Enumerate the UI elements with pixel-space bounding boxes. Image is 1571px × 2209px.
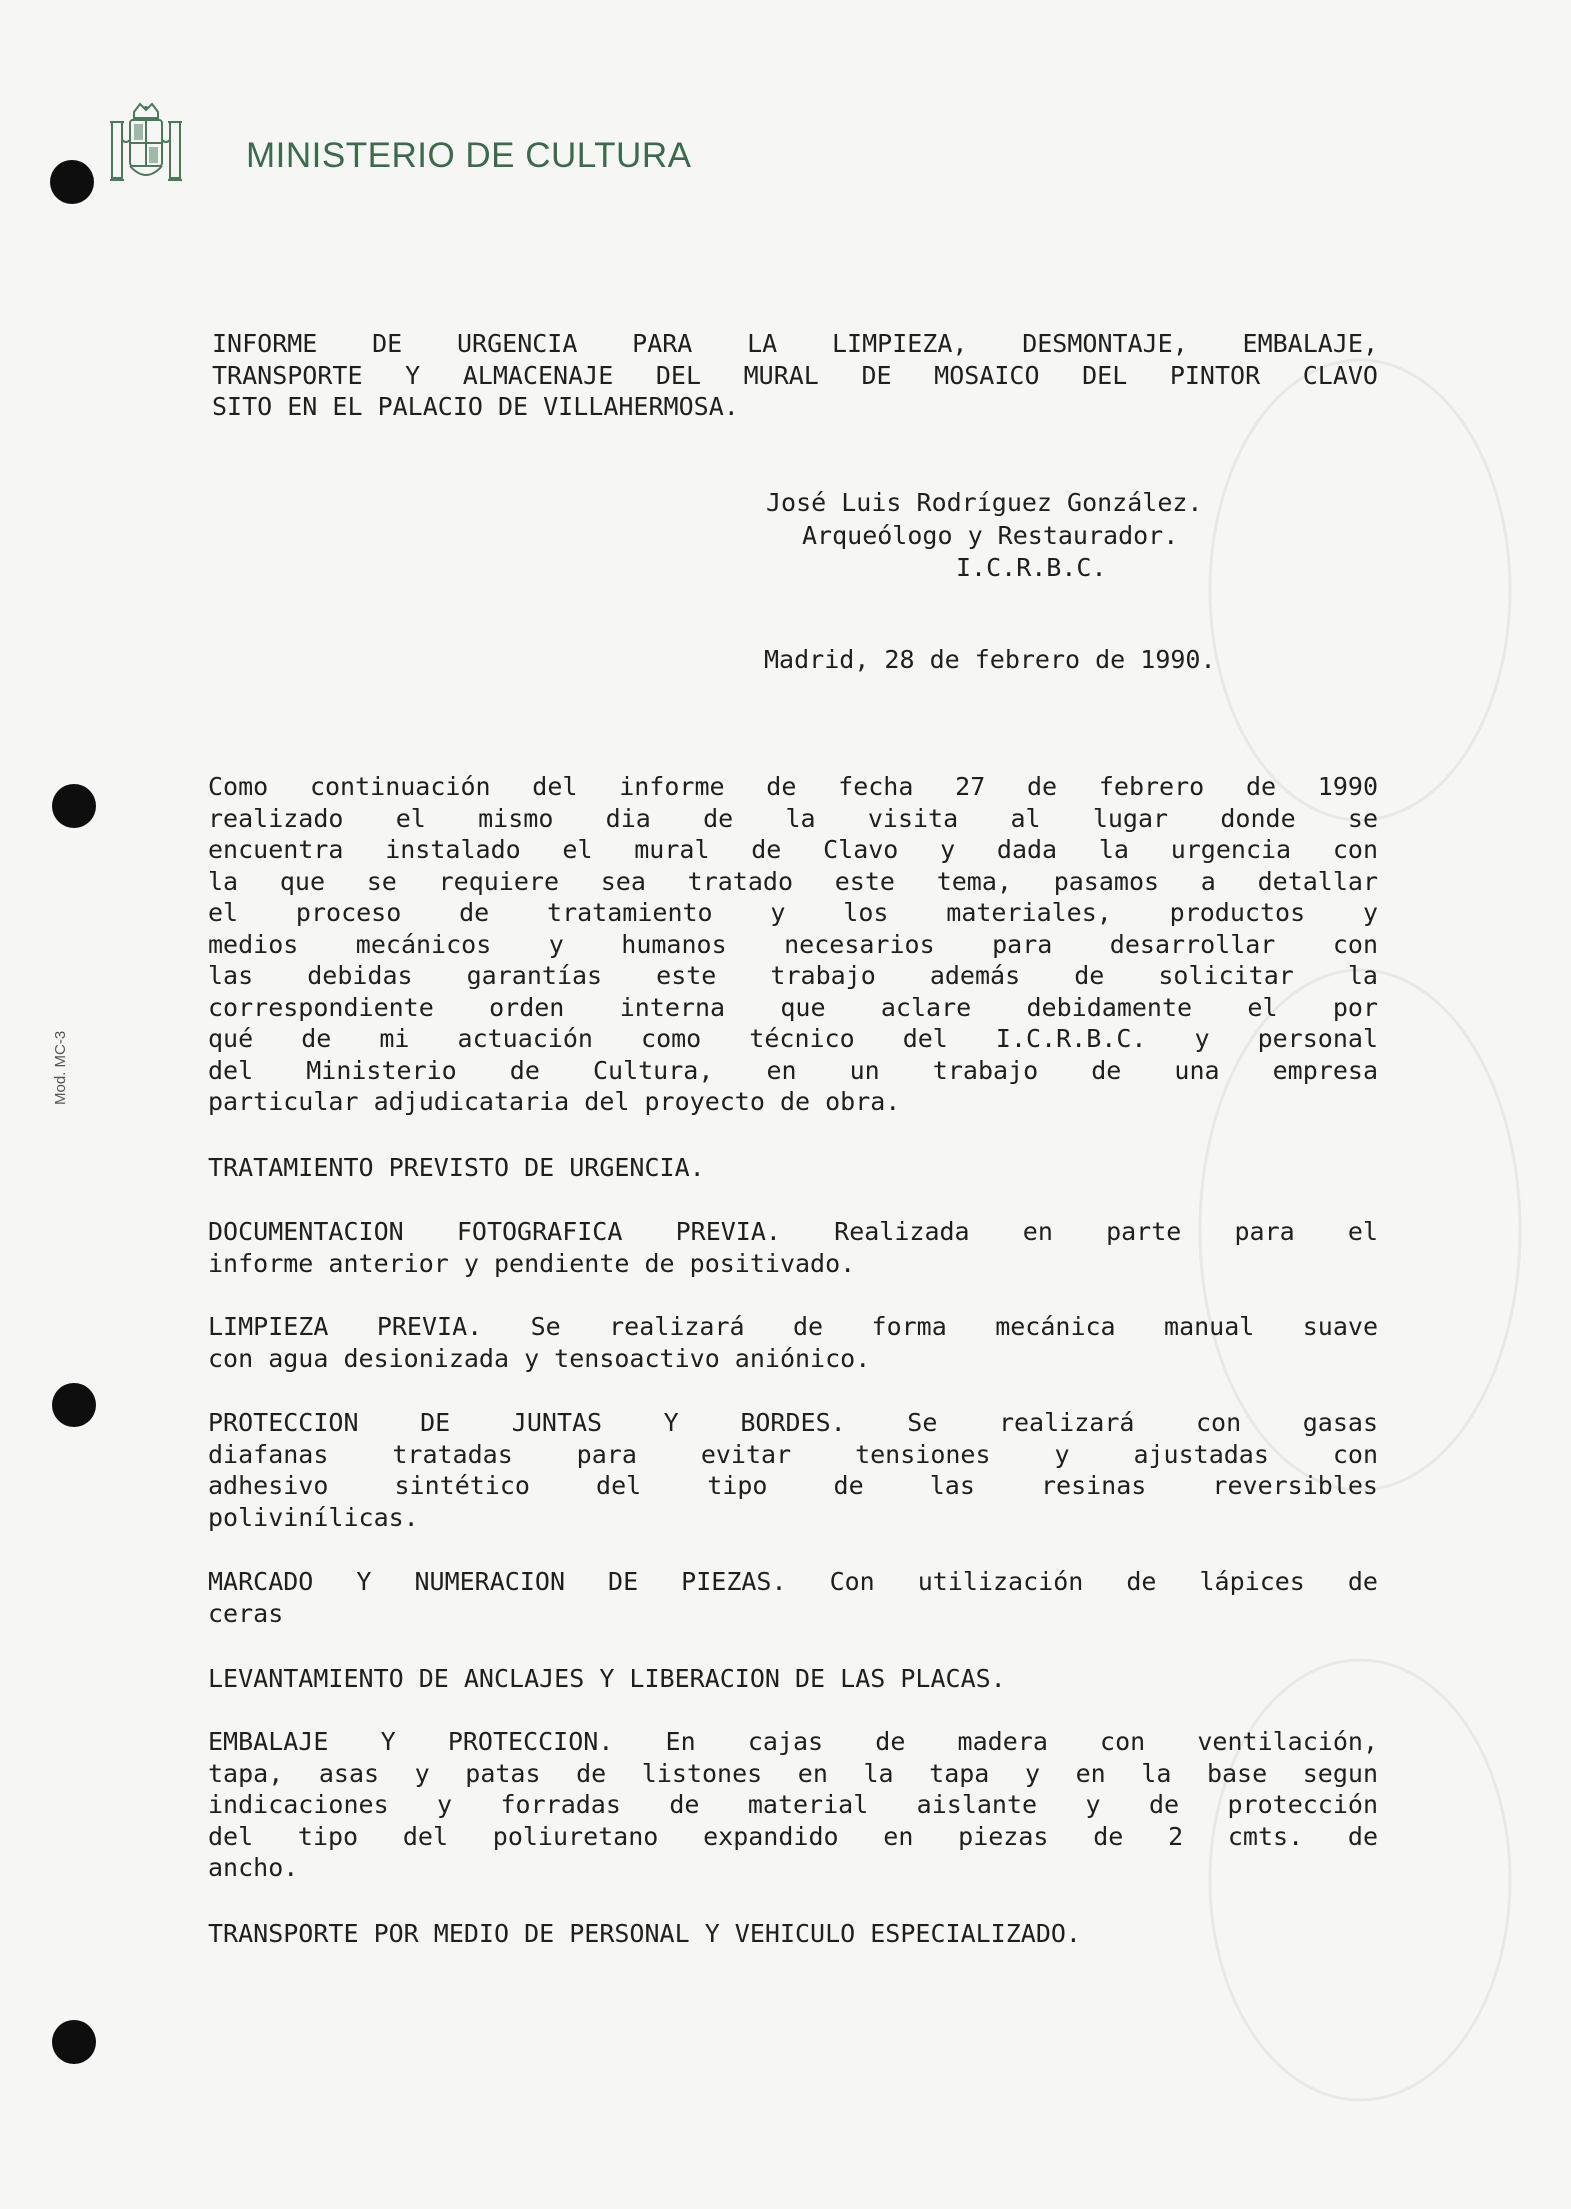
paragraph-line: ceras xyxy=(208,1598,284,1628)
document-date: Madrid, 28 de febrero de 1990. xyxy=(764,645,1216,674)
paragraph-line: el proceso de tratamiento y los materiales, productos y xyxy=(208,898,1378,927)
punch-hole xyxy=(52,2020,96,2064)
paragraph-line: PROTECCION DE JUNTAS Y BORDES. Se realizará con gasas xyxy=(208,1408,1378,1437)
paragraph-line: Como continuación del informe de fecha 27 de febrero de 1990 xyxy=(208,772,1378,801)
paragraph-line: correspondiente orden interna que aclare debidamente el por xyxy=(208,992,1378,1022)
paragraph-line: la que se requiere sea tratado este tema, pasamos a detallar xyxy=(208,866,1378,896)
punch-hole xyxy=(52,1383,96,1427)
treatment-heading: TRATAMIENTO PREVISTO DE URGENCIA. xyxy=(208,1153,705,1182)
paragraph-line: con agua desionizada y tensoactivo aniónico. xyxy=(208,1343,871,1373)
transport-heading: TRANSPORTE POR MEDIO DE PERSONAL Y VEHICULO ESPECIALIZADO. xyxy=(208,1919,1081,1948)
paragraph-line: polivinílicas. xyxy=(208,1502,419,1532)
paragraph-line: las debidas garantías este trabajo además de solicitar la xyxy=(208,961,1378,990)
packaging-paragraph xyxy=(208,1726,1378,1884)
ministry-heading: MINISTERIO DE CULTURA xyxy=(246,136,692,175)
title-line: INFORME DE URGENCIA PARA LA LIMPIEZA, DESMONTAJE, EMBALAJE, xyxy=(212,329,1378,358)
punch-hole xyxy=(52,784,96,828)
paragraph-line: MARCADO Y NUMERACION DE PIEZAS. Con utilización de lápices de xyxy=(208,1567,1378,1596)
paragraph-line: encuentra instalado el mural de Clavo y dada la urgencia con xyxy=(208,835,1378,864)
punch-hole xyxy=(50,160,94,204)
paragraph-line: del tipo del poliuretano expandido en piezas de 2 cmts. de xyxy=(208,1821,1378,1851)
paragraph-line: indicaciones y forradas de material aislante y de protección xyxy=(208,1790,1378,1819)
cleaning-paragraph xyxy=(208,1311,1378,1374)
photo-documentation-paragraph xyxy=(208,1216,1378,1279)
paragraph-line: qué de mi actuación como técnico del I.C.R.B.C. y personal xyxy=(208,1024,1378,1053)
title-line: TRANSPORTE Y ALMACENAJE DEL MURAL DE MOSAICO DEL PINTOR CLAVO xyxy=(212,360,1378,390)
paragraph-line: DOCUMENTACION FOTOGRAFICA PREVIA. Realizada en parte para el xyxy=(208,1217,1378,1246)
paragraph-line: tapa, asas y patas de listones en la tapa y en la base segun xyxy=(208,1758,1378,1788)
paragraph-line: ancho. xyxy=(208,1853,299,1882)
paragraph-line: realizado el mismo dia de la visita al lugar donde se xyxy=(208,803,1378,833)
paragraph-line: EMBALAJE Y PROTECCION. En cajas de madera con ventilación, xyxy=(208,1727,1378,1756)
intro-paragraph xyxy=(208,771,1378,1118)
paragraph-line: adhesivo sintético del tipo de las resinas reversibles xyxy=(208,1471,1378,1500)
spain-coat-of-arms-icon xyxy=(106,100,186,192)
marking-paragraph xyxy=(208,1566,1378,1629)
paragraph-line: LIMPIEZA PREVIA. Se realizará de forma mecánica manual suave xyxy=(208,1312,1378,1341)
paragraph-line: medios mecánicos y humanos necesarios para desarrollar con xyxy=(208,929,1378,959)
author-role: Arqueólogo y Restaurador. xyxy=(802,521,1179,550)
author-name: José Luis Rodríguez González. xyxy=(766,488,1203,517)
author-institution: I.C.R.B.C. xyxy=(956,553,1107,582)
title-line: SITO EN EL PALACIO DE VILLAHERMOSA. xyxy=(212,392,739,421)
joint-protection-paragraph xyxy=(208,1407,1378,1533)
paragraph-line: diafanas tratadas para evitar tensiones y ajustadas con xyxy=(208,1439,1378,1469)
form-code-label: Mod. MC-3 xyxy=(52,1030,69,1105)
anchors-heading: LEVANTAMIENTO DE ANCLAJES Y LIBERACION DE LAS PLACAS. xyxy=(208,1664,1006,1693)
paragraph-line: del Ministerio de Cultura, en un trabajo de una empresa xyxy=(208,1055,1378,1085)
paragraph-line: informe anterior y pendiente de positivado. xyxy=(208,1248,856,1278)
paragraph-line: particular adjudicataria del proyecto de obra. xyxy=(208,1087,901,1116)
report-title xyxy=(212,328,1378,423)
